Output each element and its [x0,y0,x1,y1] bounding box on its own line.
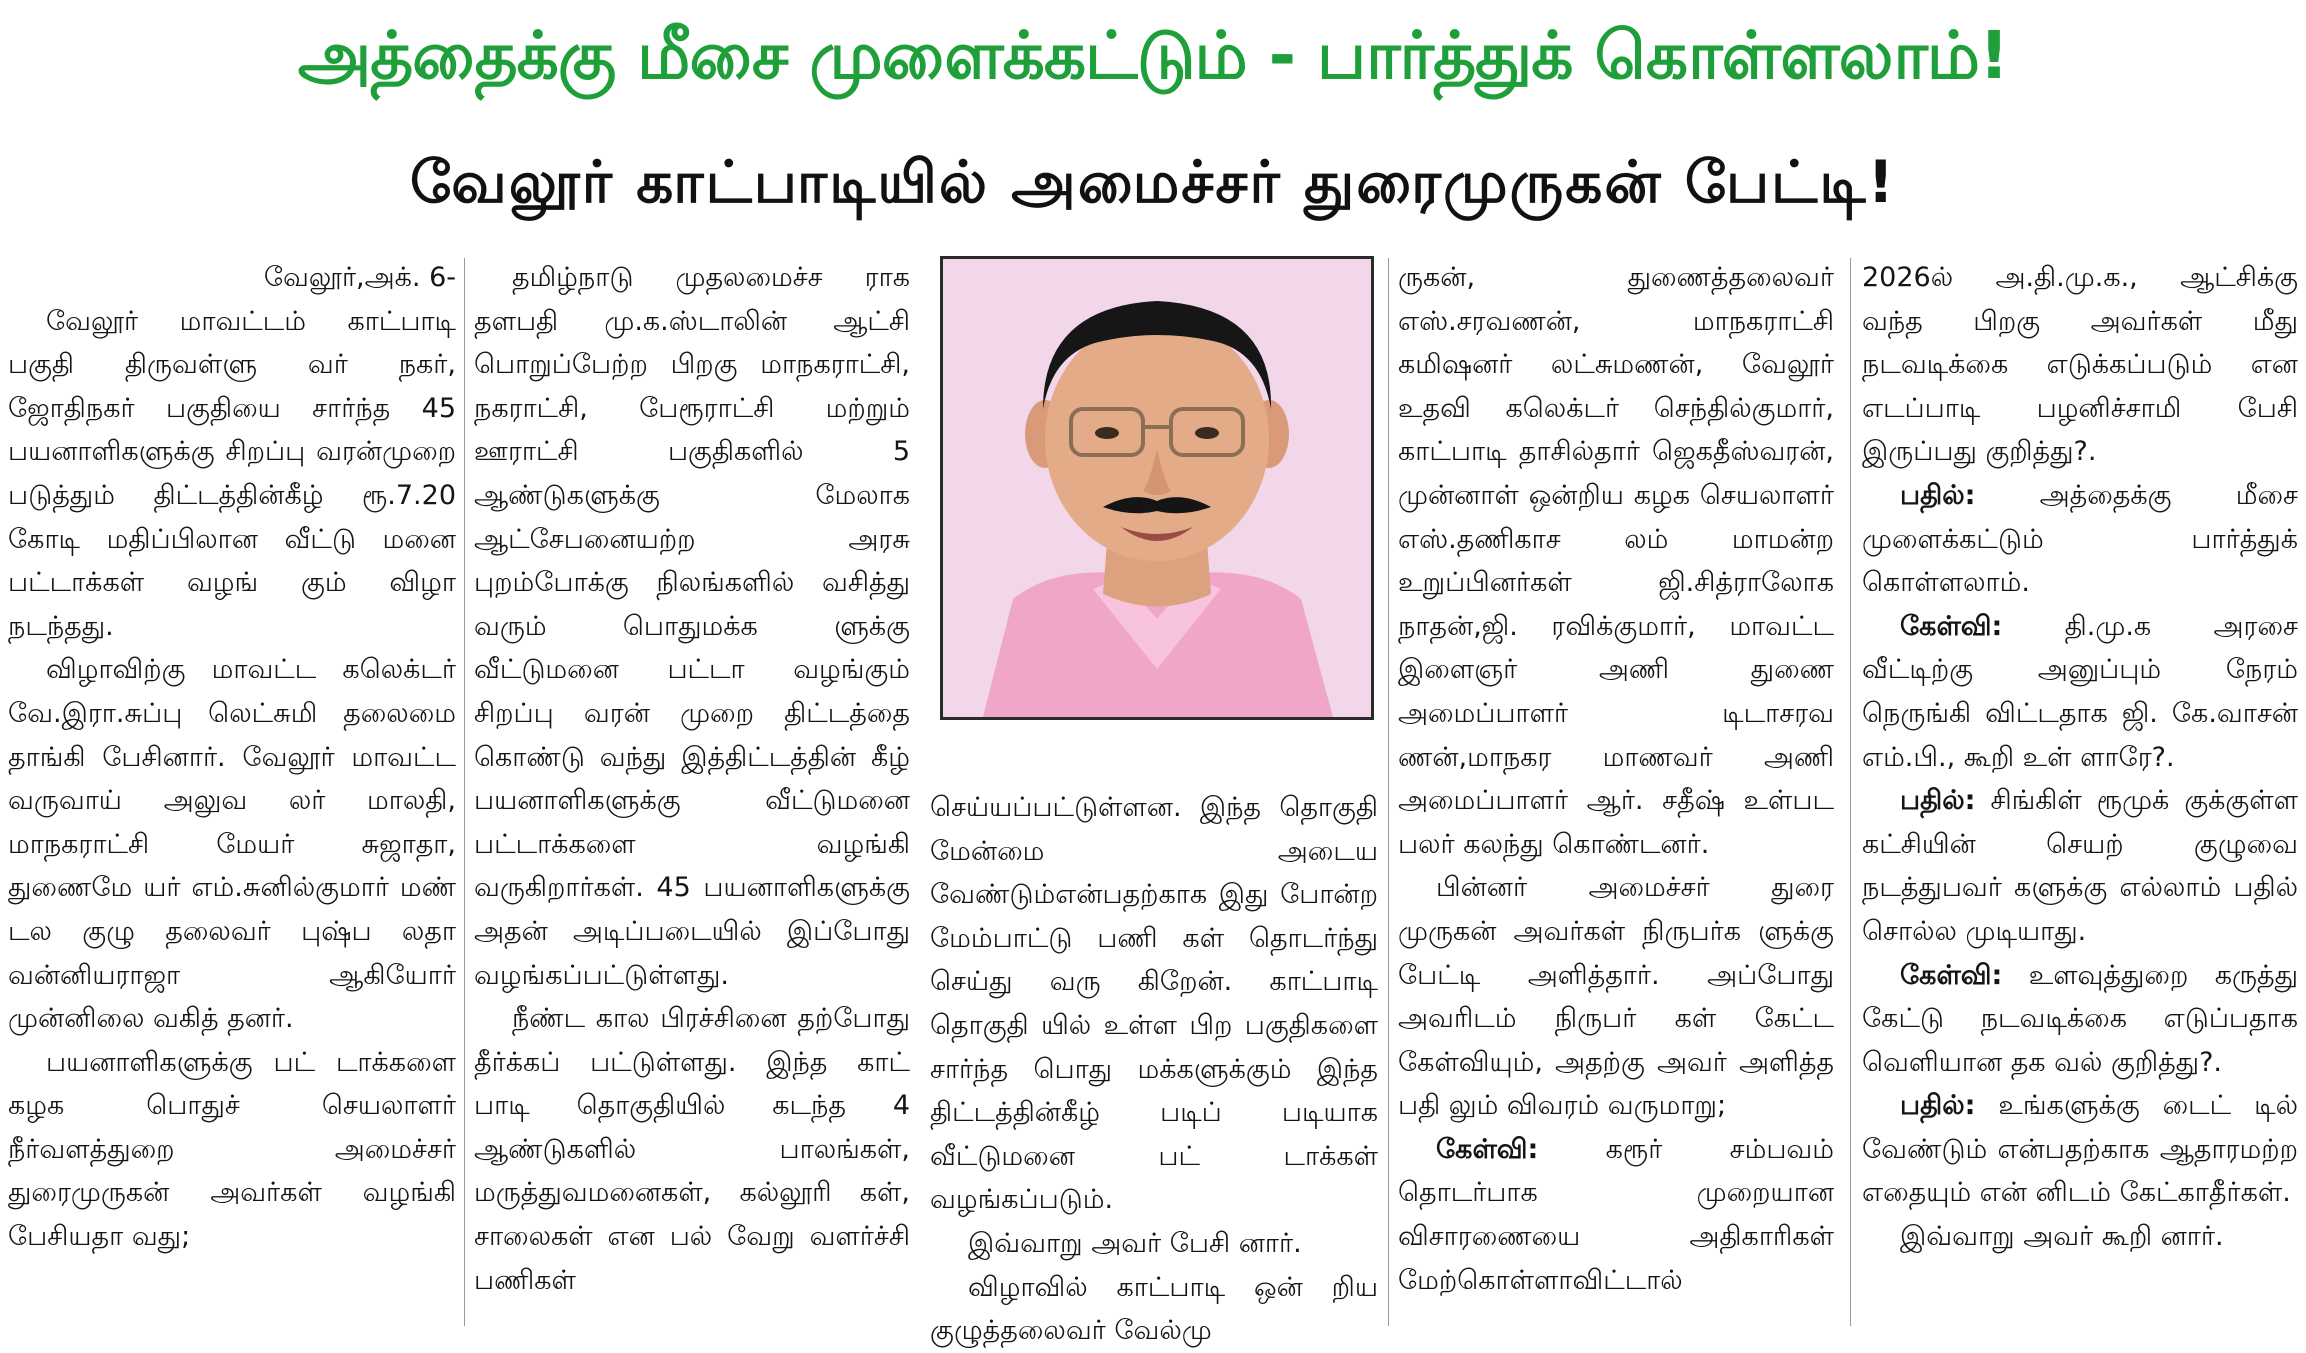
answer-paragraph [1862,779,2298,953]
answer-text: சிங்கிள் ரூமுக் குக்குள்ள கட்சியின் செயற் குழுவை நடத்துபவர் களுக்கு எல்லாம் பதில் சொல்ல முடியாது. [1862,785,2298,947]
paragraph: பின்னர் அமைச்சர் துரை முருகன் அவர்கள் நிருபர்க ளுக்கு பேட்டி அளித்தார். அப்போது அவரிடம் நிருபர் கள் கேட்ட கேள்வியும், அதற்கு அவர் அளித்த பதி லும் விவரம் வருமாறு; [1398,872,1834,1122]
column-divider [1388,258,1389,1326]
portrait-illustration [943,259,1371,717]
article-column-3 [930,786,1378,1347]
paragraph: விழாவிற்கு மாவட்ட கலெக்டர் வே.இரா.சுப்பு லெட்சுமி தலைமை தாங்கி பேசினார். வேலூர் மாவட்ட வருவாய் அலுவ லர் மாலதி, மாநகராட்சி மேயர் சுஜாதா, துணைமே யர் எம்.சுனில்குமார் மண் டல குழு தலைவர் புஷ்ப லதா வன்னியராஜா ஆகியோர் முன்னிலை வகித் தனர். [8,654,456,1035]
question-label: கேள்வி: [1900,610,2003,642]
question-text: உளவுத்துறை கருத்து கேட்டு நடவடிக்கை எடுப்பதாக வெளியான தக வல் குறித்து?. [1862,959,2298,1078]
face-shape [1045,317,1269,561]
question-paragraph [1862,954,2298,1085]
paragraph: விழாவில் காட்பாடி ஒன் றிய குழுத்தலைவர் வேல்மு [930,1271,1378,1347]
question-label: கேள்வி: [1436,1133,1539,1165]
paragraph: பயனாளிகளுக்கு பட் டாக்களை கழக பொதுச் செயலாளர் நீர்வளத்துறை அமைச்சர் துரைமுருகன் அவர்கள் வழங்கி பேசியதா வது; [8,1046,456,1253]
sub-headline: வேலூர் காட்பாடியில் அமைச்சர் துரைமுருகன் பேட்டி! [410,148,1896,216]
article-column-1 [8,256,456,1326]
answer-label: பதில்: [1900,1090,1976,1122]
minister-photo [940,256,1374,720]
right-eye [1195,427,1219,439]
paragraph: ருகன், துணைத்தலைவர் எஸ்.சரவணன், மாநகராட்சி கமிஷனர் லட்சுமணன், வேலூர் உதவி கலெக்டர் செந்தில்குமார், காட்பாடி தாசில்தார் ஜெகதீஸ்வரன், முன்னாள் ஒன்றிய கழக செயலாளர் எஸ்.தணிகாச லம் மாமன்ற உறுப்பினர்கள் ஜி.சித்ராலோக நாதன்,ஜி. ரவிக்குமார், மாவட்ட இளைஞர் அணி துணை அமைப்பாளர் டிடாசரவ ணன்,மாநகர மாணவர் அணி அமைப்பாளர் ஆர். சதீஷ் உள்பட பலர் கலந்து கொண்டனர். [1398,262,1834,860]
answer-text: உங்களுக்கு டைட் டில் வேண்டும் என்பதற்காக ஆதாரமற்ற எதையும் என் னிடம் கேட்காதீர்கள். [1862,1090,2298,1209]
answer-text: அத்தைக்கு மீசை முளைக்கட்டும் பார்த்துக் கொள்ளலாம். [1862,479,2298,599]
left-eye [1095,427,1119,439]
paragraph: நீண்ட கால பிரச்சினை தற்போது தீர்க்கப் பட்டுள்ளது. இந்த காட் பாடி தொகுதியில் கடந்த 4 ஆண்டுகளில் பாலங்கள், மருத்துவமனைகள், கல்லூரி கள், சாலைகள் என பல் வேறு வளர்ச்சி பணிகள் [474,1003,910,1296]
question-paragraph [1862,605,2298,779]
column-divider [1850,258,1851,1326]
paragraph: இவ்வாறு அவர் கூறி னார். [1900,1221,2224,1253]
article-column-4 [1398,256,1834,1326]
dateline: வேலூர்,அக். 6- [263,262,456,293]
answer-label: பதில்: [1900,785,1976,817]
paragraph: இவ்வாறு அவர் பேசி னார். [968,1227,1302,1259]
answer-label: பதில்: [1900,479,1976,511]
article-column-2 [474,256,910,1326]
column-divider [464,258,465,1326]
article-column-5 [1862,256,2298,1326]
question-text: கரூர் சம்பவம் தொடர்பாக முறையான விசாரணையை அதிகாரிகள் மேற்கொள்ளாவிட்டால் [1398,1133,1834,1296]
paragraph: 2026ல் அ.தி.மு.க., ஆட்சிக்கு வந்த பிறகு அவர்கள் மீது நடவடிக்கை எடுக்கப்படும் என எடப்பாடி பழனிச்சாமி பேசி இருப்பது குறித்து?. [1862,262,2298,468]
question-text: தி.மு.க அரசை வீட்டிற்கு அனுப்பும் நேரம் நெருங்கி விட்டதாக ஜி. கே.வாசன் எம்.பி., கூறி உள் ளாரே?. [1862,610,2298,773]
headline: அத்தைக்கு மீசை முளைக்கட்டும் - பார்த்துக் கொள்ளலாம்! [297,17,2009,94]
question-paragraph [1398,1128,1834,1302]
answer-paragraph [1862,474,2298,605]
answer-paragraph [1862,1084,2298,1215]
question-label: கேள்வி: [1900,959,2003,991]
paragraph: வேலூர் மாவட்டம் காட்பாடி பகுதி திருவள்ளு வர் நகர், ஜோதிநகர் பகுதியை சார்ந்த 45 பயனாளிகளுக்கு சிறப்பு வரன்முறை படுத்தும் திட்டத்தின்கீழ் ரூ.7.20 கோடி மதிப்பிலான வீட்டு மனை பட்டாக்கள் வழங் கும் விழா நடந்தது. [8,305,456,642]
paragraph: தமிழ்நாடு முதலமைச்ச ராக தளபதி மு.க.ஸ்டாலின் ஆட்சி பொறுப்பேற்ற பிறகு மாநகராட்சி, நகராட்சி, பேரூராட்சி மற்றும் ஊராட்சி பகுதிகளில் 5 ஆண்டுகளுக்கு மேலாக ஆட்சேபனையற்ற அரசு புறம்போக்கு நிலங்களில் வசித்து வரும் பொதுமக்க ளுக்கு வீட்டுமனை பட்டா வழங்கும் சிறப்பு வரன் முறை திட்டத்தை கொண்டு வந்து இத்திட்டத்தின் கீழ் பயனாளிகளுக்கு வீட்டுமனை பட்டாக்களை வழங்கி வருகிறார்கள். 45 பயனாளிகளுக்கு அதன் அடிப்படையில் இப்போது வழங்கப்பட்டுள்ளது. [474,262,910,991]
paragraph: செய்யப்பட்டுள்ளன. இந்த தொகுதி மேன்மை அடைய வேண்டும்என்பதற்காக இது போன்ற மேம்பாட்டு பணி கள் தொடர்ந்து செய்து வரு கிறேன். காட்பாடி தொகுதி யில் உள்ள பிற பகுதிகளை சார்ந்த பொது மக்களுக்கும் இந்த திட்டத்தின்கீழ் படிப் படியாக வீட்டுமனை பட் டாக்கள் வழங்கப்படும். [930,792,1378,1216]
